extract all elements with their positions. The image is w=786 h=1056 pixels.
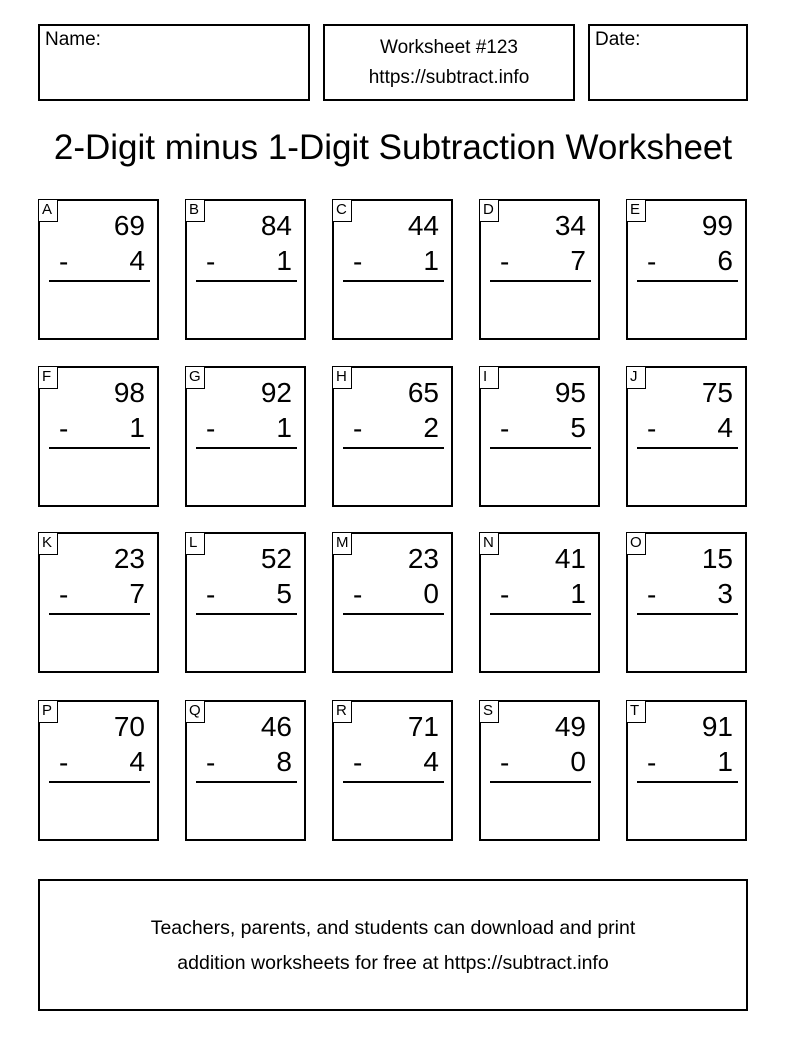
minuend: 75 bbox=[701, 377, 733, 408]
subtrahend: 1 bbox=[129, 412, 145, 443]
problem-label: A bbox=[38, 199, 58, 222]
problem-label: G bbox=[185, 366, 205, 389]
minuend: 92 bbox=[260, 377, 292, 408]
minus-sign: - bbox=[353, 246, 363, 277]
minuend: 98 bbox=[113, 377, 145, 408]
answer-line bbox=[343, 447, 444, 449]
answer-space[interactable] bbox=[637, 285, 738, 332]
answer-line bbox=[49, 613, 150, 615]
minus-sign: - bbox=[206, 413, 216, 444]
problem-label: D bbox=[479, 199, 499, 222]
problem-card bbox=[626, 700, 747, 841]
problem-card bbox=[626, 199, 747, 340]
worksheet-info-box bbox=[323, 24, 575, 101]
minus-sign: - bbox=[500, 246, 510, 277]
minuend: 71 bbox=[407, 711, 439, 742]
footer-text-line-2: addition worksheets for free at https://subtract.info bbox=[177, 952, 609, 974]
answer-line bbox=[343, 280, 444, 282]
answer-space[interactable] bbox=[490, 452, 591, 499]
answer-space[interactable] bbox=[343, 618, 444, 665]
answer-space[interactable] bbox=[49, 285, 150, 332]
answer-line bbox=[49, 781, 150, 783]
minuend: 49 bbox=[554, 711, 586, 742]
subtrahend: 0 bbox=[423, 578, 439, 609]
subtrahend: 4 bbox=[129, 746, 145, 777]
worksheet-number: Worksheet #123 bbox=[379, 37, 518, 58]
minus-sign: - bbox=[647, 246, 657, 277]
problem-label: Q bbox=[185, 700, 205, 723]
problem-label: O bbox=[626, 532, 646, 555]
problem-card bbox=[479, 532, 600, 673]
answer-line bbox=[196, 781, 297, 783]
subtrahend: 5 bbox=[570, 412, 586, 443]
problem-label: C bbox=[332, 199, 352, 222]
subtrahend: 3 bbox=[717, 578, 733, 609]
answer-line bbox=[49, 447, 150, 449]
problem-card bbox=[185, 366, 306, 507]
problem-card bbox=[185, 700, 306, 841]
minus-sign: - bbox=[59, 747, 69, 778]
answer-space[interactable] bbox=[637, 618, 738, 665]
minuend: 23 bbox=[407, 543, 439, 574]
subtrahend: 7 bbox=[129, 578, 145, 609]
problem-card bbox=[626, 366, 747, 507]
problem-label: K bbox=[38, 532, 58, 555]
problem-card bbox=[38, 700, 159, 841]
answer-space[interactable] bbox=[343, 285, 444, 332]
minus-sign: - bbox=[647, 413, 657, 444]
minus-sign: - bbox=[647, 579, 657, 610]
minuend: 65 bbox=[407, 377, 439, 408]
problem-card bbox=[479, 700, 600, 841]
answer-line bbox=[343, 781, 444, 783]
answer-line bbox=[637, 447, 738, 449]
answer-space[interactable] bbox=[490, 285, 591, 332]
minuend: 41 bbox=[554, 543, 586, 574]
subtrahend: 2 bbox=[423, 412, 439, 443]
answer-line bbox=[490, 447, 591, 449]
subtrahend: 7 bbox=[570, 245, 586, 276]
problem-label: N bbox=[479, 532, 499, 555]
answer-space[interactable] bbox=[196, 786, 297, 833]
minus-sign: - bbox=[500, 747, 510, 778]
problem-card bbox=[626, 532, 747, 673]
minuend: 44 bbox=[407, 210, 439, 241]
answer-space[interactable] bbox=[343, 786, 444, 833]
problem-label: J bbox=[626, 366, 646, 389]
problem-label: R bbox=[332, 700, 352, 723]
name-label: Name: bbox=[45, 29, 101, 50]
problem-label: E bbox=[626, 199, 646, 222]
subtrahend: 5 bbox=[276, 578, 292, 609]
problem-label: P bbox=[38, 700, 58, 723]
problem-card bbox=[332, 366, 453, 507]
answer-space[interactable] bbox=[490, 786, 591, 833]
problem-label: T bbox=[626, 700, 646, 723]
minus-sign: - bbox=[206, 747, 216, 778]
subtrahend: 1 bbox=[423, 245, 439, 276]
answer-space[interactable] bbox=[49, 452, 150, 499]
minuend: 95 bbox=[554, 377, 586, 408]
footer-text-line-1: Teachers, parents, and students can download and print bbox=[150, 917, 636, 939]
minus-sign: - bbox=[206, 246, 216, 277]
subtrahend: 6 bbox=[717, 245, 733, 276]
answer-line bbox=[637, 613, 738, 615]
minus-sign: - bbox=[59, 579, 69, 610]
minuend: 84 bbox=[260, 210, 292, 241]
page-title: 2-Digit minus 1-Digit Subtraction Worksheet bbox=[53, 128, 733, 167]
minus-sign: - bbox=[59, 413, 69, 444]
answer-line bbox=[490, 613, 591, 615]
problem-card bbox=[38, 199, 159, 340]
problem-card bbox=[479, 366, 600, 507]
problem-label: I bbox=[479, 366, 499, 389]
minuend: 52 bbox=[260, 543, 292, 574]
date-field[interactable] bbox=[588, 24, 748, 101]
subtrahend: 1 bbox=[276, 245, 292, 276]
subtrahend: 8 bbox=[276, 746, 292, 777]
answer-space[interactable] bbox=[637, 786, 738, 833]
answer-line bbox=[490, 781, 591, 783]
minus-sign: - bbox=[353, 579, 363, 610]
answer-line bbox=[196, 447, 297, 449]
problem-label: B bbox=[185, 199, 205, 222]
subtrahend: 4 bbox=[129, 245, 145, 276]
answer-line bbox=[637, 781, 738, 783]
subtrahend: 1 bbox=[276, 412, 292, 443]
answer-space[interactable] bbox=[49, 618, 150, 665]
answer-line bbox=[343, 613, 444, 615]
answer-space[interactable] bbox=[490, 618, 591, 665]
minuend: 15 bbox=[701, 543, 733, 574]
problem-card bbox=[185, 532, 306, 673]
minuend: 34 bbox=[554, 210, 586, 241]
answer-space[interactable] bbox=[343, 452, 444, 499]
subtrahend: 1 bbox=[717, 746, 733, 777]
name-field[interactable] bbox=[38, 24, 310, 101]
minus-sign: - bbox=[353, 413, 363, 444]
problem-card bbox=[332, 532, 453, 673]
subtrahend: 0 bbox=[570, 746, 586, 777]
answer-line bbox=[490, 280, 591, 282]
minus-sign: - bbox=[353, 747, 363, 778]
answer-line bbox=[196, 613, 297, 615]
answer-space[interactable] bbox=[196, 618, 297, 665]
worksheet-url: https://subtract.info bbox=[368, 67, 530, 88]
minuend: 69 bbox=[113, 210, 145, 241]
footer-box bbox=[38, 879, 748, 1011]
problem-card bbox=[38, 532, 159, 673]
date-label: Date: bbox=[595, 29, 641, 50]
answer-space[interactable] bbox=[49, 786, 150, 833]
minuend: 23 bbox=[113, 543, 145, 574]
minus-sign: - bbox=[59, 246, 69, 277]
minus-sign: - bbox=[500, 413, 510, 444]
subtrahend: 4 bbox=[423, 746, 439, 777]
subtrahend: 4 bbox=[717, 412, 733, 443]
answer-line bbox=[196, 280, 297, 282]
problem-label: L bbox=[185, 532, 205, 555]
problem-card bbox=[479, 199, 600, 340]
minuend: 99 bbox=[701, 210, 733, 241]
problem-card bbox=[332, 700, 453, 841]
answer-space[interactable] bbox=[637, 452, 738, 499]
problem-label: H bbox=[332, 366, 352, 389]
answer-line bbox=[49, 280, 150, 282]
problem-card bbox=[38, 366, 159, 507]
minuend: 91 bbox=[701, 711, 733, 742]
minuend: 46 bbox=[260, 711, 292, 742]
minuend: 70 bbox=[113, 711, 145, 742]
answer-space[interactable] bbox=[196, 285, 297, 332]
subtrahend: 1 bbox=[570, 578, 586, 609]
problem-label: S bbox=[479, 700, 499, 723]
answer-space[interactable] bbox=[196, 452, 297, 499]
minus-sign: - bbox=[206, 579, 216, 610]
minus-sign: - bbox=[647, 747, 657, 778]
minus-sign: - bbox=[500, 579, 510, 610]
problem-card bbox=[185, 199, 306, 340]
problem-label: F bbox=[38, 366, 58, 389]
answer-line bbox=[637, 280, 738, 282]
problem-label: M bbox=[332, 532, 352, 555]
problem-card bbox=[332, 199, 453, 340]
